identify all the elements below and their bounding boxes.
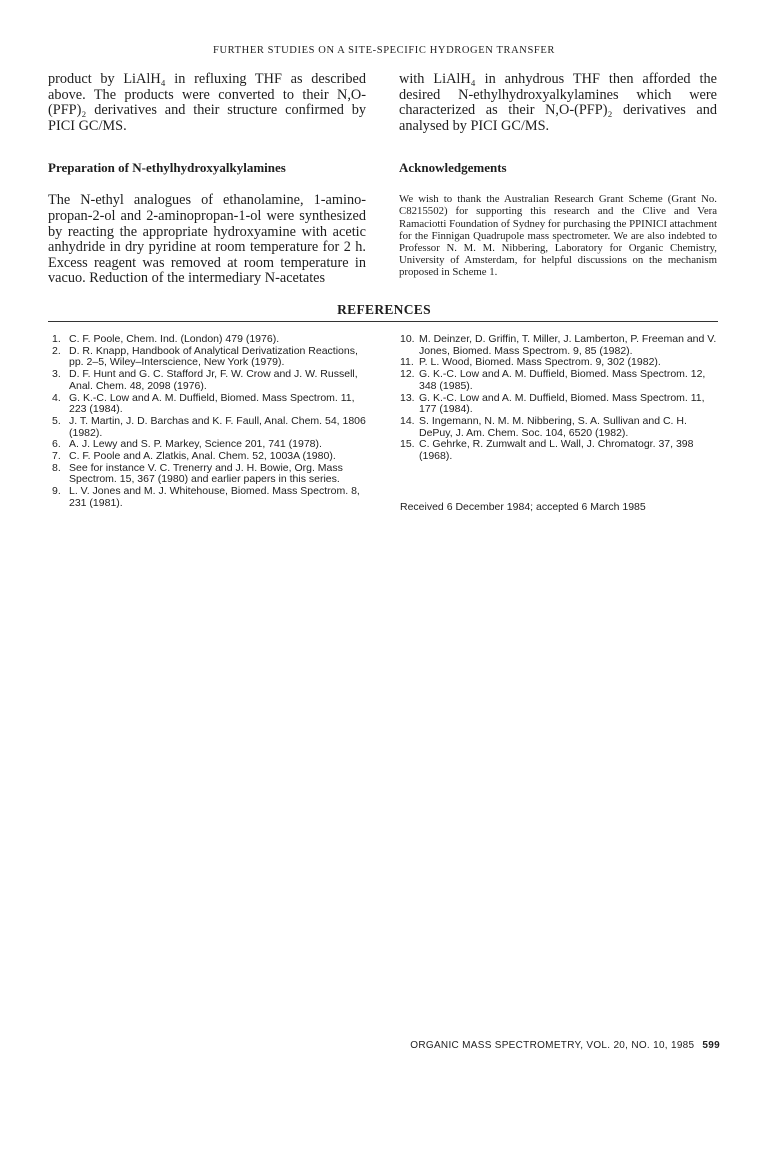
reference-text: C. Gehrke, R. Zumwalt and L. Wall, J. Chromatogr. 37, 398 (1968). (419, 438, 694, 463)
reference-item (52, 416, 366, 439)
reference-number: 8. (52, 461, 61, 474)
reference-item (400, 369, 720, 392)
reference-number: 10. (400, 333, 415, 345)
reference-item (52, 393, 366, 416)
running-head: FURTHER STUDIES ON A SITE-SPECIFIC HYDROGEN TRANSFER (213, 45, 555, 56)
reference-number: 3. (52, 368, 61, 381)
reference-number: 12. (400, 368, 415, 381)
page-footer (410, 1040, 720, 1051)
reference-text: J. T. Martin, J. D. Barchas and K. F. Faull, Anal. Chem. 54, 1806 (1982). (69, 414, 366, 439)
reference-text: A. J. Lewy and S. P. Markey, Science 201, 741 (1978). (69, 438, 322, 451)
reference-text: L. V. Jones and M. J. Whitehouse, Biomed. Mass Spectrom. 8, 231 (1981). (69, 485, 360, 509)
reference-number: 15. (400, 438, 415, 451)
references-list-right (400, 334, 720, 463)
references-list-left (52, 334, 366, 510)
reference-item (400, 334, 720, 357)
reference-text: G. K.-C. Low and A. M. Duffield, Biomed. Mass Spectrom. 11, 177 (1984). (419, 391, 705, 416)
reference-item (400, 439, 720, 462)
reference-number: 9. (52, 485, 61, 498)
left-column (48, 72, 366, 287)
reference-text: P. L. Wood, Biomed. Mass Spectrom. 9, 302 (1982). (419, 356, 661, 369)
reference-item (52, 486, 366, 509)
reference-text: G. K.-C. Low and A. M. Duffield, Biomed. Mass Spectrom. 12, 348 (1985). (419, 368, 706, 392)
reference-number: 11. (400, 356, 414, 369)
references-heading: REFERENCES (337, 302, 431, 317)
reference-number: 4. (52, 391, 61, 404)
reference-item (52, 369, 366, 392)
section-heading-acknowledgements: Acknowledgements (399, 160, 507, 176)
reference-number: 14. (400, 414, 415, 427)
reference-text: D. R. Knapp, Handbook of Analytical Derivatization Reactions, pp. 2–5, Wiley–Interscience, New York (1979). (69, 344, 358, 369)
page-number: 599 (702, 1040, 720, 1051)
reference-number: 13. (400, 391, 415, 404)
reference-number: 5. (52, 414, 61, 427)
right-column (399, 72, 717, 278)
left-paragraph-2: The N-ethyl analogues of ethanolamine, 1-amino-propan-2-ol and 2-aminopropan-1-ol were synthesized by reacting the appropriate hydroxyamine with acetic anhydride in dry pyridine at room temperature for 2 h. Excess reagent was removed at room temperature in vacuo. Reduction of the intermediary N-acetates (48, 192, 366, 287)
reference-item (52, 463, 366, 486)
left-paragraph-1: product by LiAlH₄ in refluxing THF as described above. The products were converted to their N,O-(PFP)₂ derivatives and their structure confirmed by PICI GC/MS. (48, 71, 366, 134)
reference-number: 2. (52, 344, 61, 357)
reference-item (400, 416, 720, 439)
reference-text: G. K.-C. Low and A. M. Duffield, Biomed. Mass Spectrom. 11, 223 (1984). (69, 391, 355, 416)
acknowledgements-text: We wish to thank the Australian Research Grant Scheme (Grant No. C8215502) for supporting this research and the Clive and Vera Ramaciotti Foundation of Sydney for purchasing the PPINICI attachment for the Finnigan Quadrupole mass spectrometer. We are also indebted to Professor N. M. M. Nibbering, Laboratory for Organic Chemistry, University of Amsterdam, for helpful discussions on the mechanism proposed in Scheme 1. (399, 193, 717, 278)
section-heading-preparation: Preparation of N-ethylhydroxyalkylamines (48, 160, 286, 176)
reference-text: M. Deinzer, D. Griffin, T. Miller, J. Lamberton, P. Freeman and V. Jones, Biomed. Mass Spectrom. 9, 85 (1982). (419, 333, 717, 357)
reference-number: 1. (52, 333, 61, 345)
reference-number: 6. (52, 438, 61, 451)
reference-text: D. F. Hunt and G. C. Stafford Jr, F. W. Crow and J. W. Russell, Anal. Chem. 48, 2098 (1976). (69, 368, 358, 392)
reference-text: C. F. Poole, Chem. Ind. (London) 479 (1976). (69, 333, 280, 345)
references-divider (48, 321, 718, 322)
reference-number: 7. (52, 450, 61, 463)
reference-item (52, 346, 366, 369)
reference-item (400, 393, 720, 416)
reference-text: See for instance V. C. Trenerry and J. H. Bowie, Org. Mass Spectrom. 15, 367 (1980) and earlier papers in this series. (69, 461, 343, 486)
right-paragraph-1: with LiAlH₄ in anhydrous THF then afforded the desired N-ethylhydroxyalkylamines which were characterized as their N,O-(PFP)₂ derivatives and analysed by PICI GC/MS. (399, 71, 717, 134)
reference-text: S. Ingemann, N. M. M. Nibbering, S. A. Sullivan and C. H. DePuy, J. Am. Chem. Soc. 104, 6520 (1982). (419, 414, 687, 439)
received-date: Received 6 December 1984; accepted 6 March 1985 (400, 501, 646, 513)
journal-citation: ORGANIC MASS SPECTROMETRY, VOL. 20, NO. 10, 1985 (410, 1040, 695, 1051)
reference-text: C. F. Poole and A. Zlatkis, Anal. Chem. 52, 1003A (1980). (69, 450, 336, 463)
